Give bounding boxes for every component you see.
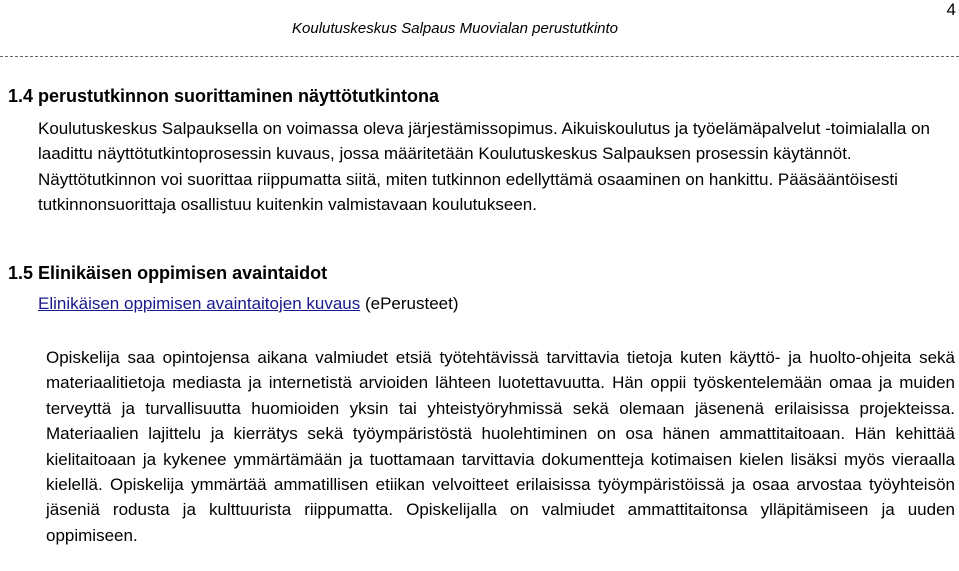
page-number: 4 [946,0,956,19]
link-source-label: (ePerusteet) [360,294,459,313]
reference-link-line [38,294,459,314]
section-heading-1-4: 1.4 perustutkinnon suorittaminen näyttötutkintona [8,86,440,106]
header-divider [0,56,959,57]
section-paragraph-1-5: Opiskelija saa opintojensa aikana valmiudet etsiä työtehtävissä tarvittavia tietoja kuten käyttö- ja huolto-ohjeita sekä materiaalitietoja mediasta ja internetistä arvioiden lähteen luotettavuutta. Hän oppii työskentelemään omaa ja muiden terveyttä ja turvallisuutta huomioiden yksin tai yhteistyöryhmissä sekä olemaan jäsenenä erilaisissa projekteissa. Materiaalien lajittelu ja kierrätys sekä työympäristöstä huolehtiminen on osa hänen ammattitaitoaan. Hän kehittää kielitaitoaan ja kykenee ymmärtämään ja tuottamaan tarvittavia dokumentteja kotimaisen kielen lisäksi myös vieraalla kielellä. Opiskelija ymmärtää ammatillisen etiikan velvoitteet erilaisissa työympäristöissä ja osaa arvostaa työyhteisön jäseniä rodusta ja kulttuurista riippumatta. Opiskelijalla on valmiudet ammattitaitonsa ylläpitämiseen ja uuden oppimiseen. [46,348,955,545]
key-skills-link[interactable]: Elinikäisen oppimisen avaintaitojen kuvaus [38,294,361,313]
page-header [0,0,959,60]
section-paragraph-1-4: Koulutuskeskus Salpauksella on voimassa oleva järjestämissopimus. Aikuiskoulutus ja työelämäpalvelut -toimialalla on laadittu näyttötutkintoprosessin kuvaus, jossa määritetään Koulutuskeskus Salpauksen prosessin käytännöt. Näyttötutkinnon voi suorittaa riippumatta siitä, miten tutkinnon edellyttämä osaaminen on hankittu. Pääsääntöisesti tutkinnonsuorittaja osallistuu kuitenkin valmistavaan koulutukseen. [38,119,931,214]
document-title: Koulutuskeskus Salpaus Muovialan perustutkinto [292,20,619,37]
section-heading-1-5: 1.5 Elinikäisen oppimisen avaintaidot [8,263,328,283]
